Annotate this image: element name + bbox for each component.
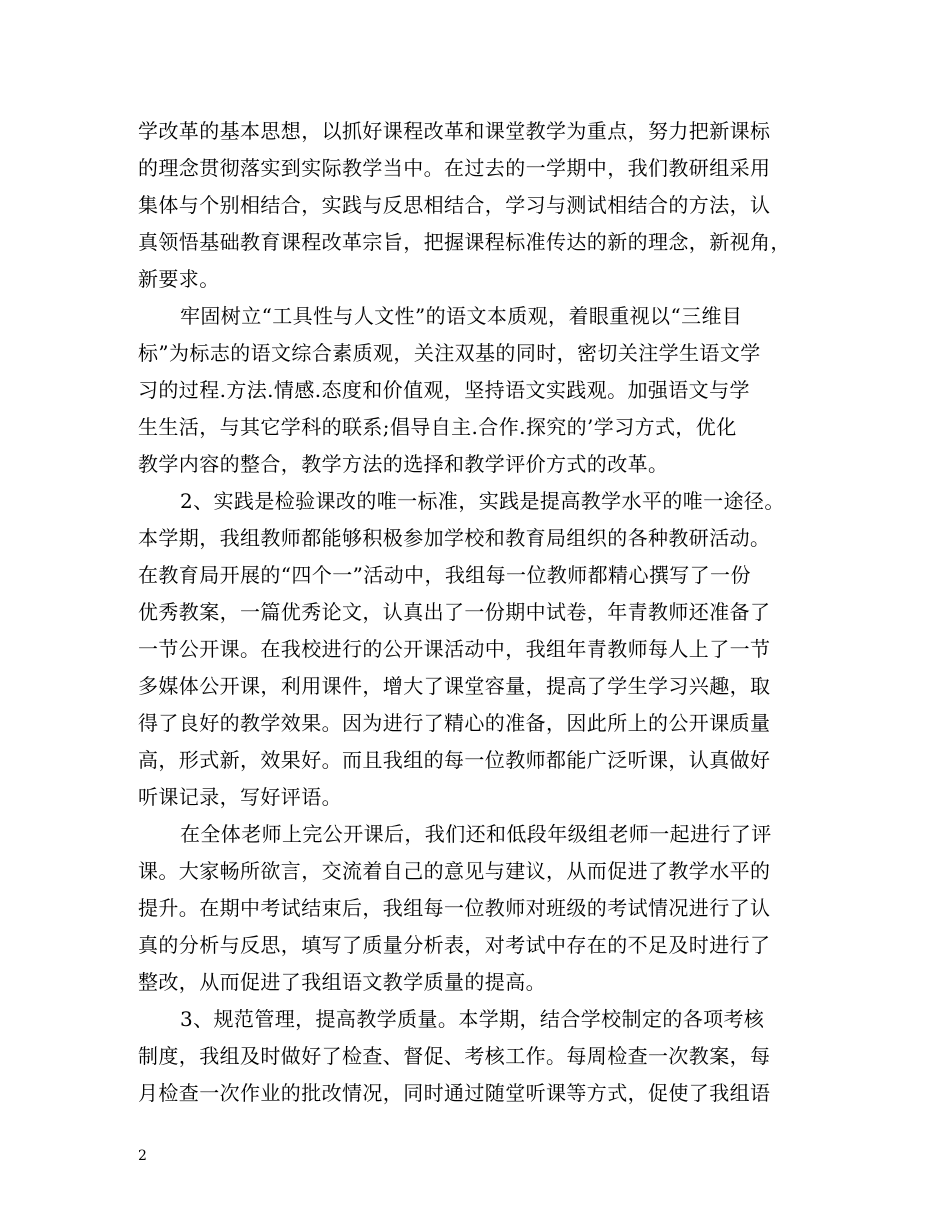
text-line: 真的分析与反思，填写了质量分析表，对考试中存在的不足及时进行了: [138, 933, 771, 957]
text-line: 月检查一次作业的批改情况，同时通过随堂听课等方式，促使了我组语: [138, 1081, 771, 1105]
page-number: 2: [138, 1148, 147, 1164]
text-line: 本学期，我组教师都能够积极参加学校和教育局组织的各种教研活动。: [138, 526, 771, 550]
paragraph-first-line: 3、规范管理，提高教学质量。本学期，结合学校制定的各项考核: [180, 1007, 765, 1031]
text-line: 得了良好的教学效果。因为进行了精心的准备，因此所上的公开课质量: [138, 711, 771, 735]
text-line: 真领悟基础教育课程改革宗旨，把握课程标准传达的新的理念，新视角，: [138, 230, 791, 254]
text-line: 优秀教案，一篇优秀论文，认真出了一份期中试卷，年青教师还准备了: [138, 600, 771, 624]
text-line: 一节公开课。在我校进行的公开课活动中，我组年青教师每人上了一节: [138, 637, 771, 661]
text-line: 高，形式新，效果好。而且我组的每一位教师都能广泛听课，认真做好: [138, 748, 771, 772]
text-line: 集体与个别相结合，实践与反思相结合，学习与测试相结合的方法，认: [138, 193, 771, 217]
paragraph-first-line: 在全体老师上完公开课后，我们还和低段年级组老师一起进行了评: [180, 822, 772, 846]
text-line: 在教育局开展的“四个一”活动中，我组每一位教师都精心撰写了一份: [138, 563, 751, 587]
text-line: 的理念贯彻落实到实际教学当中。在过去的一学期中，我们教研组采用: [138, 156, 771, 180]
text-line: 习的过程.方法.情感.态度和价值观，坚持语文实践观。加强语文与学: [138, 378, 750, 402]
text-line: 标”为标志的语文综合素质观，关注双基的同时，密切关注学生语文学: [138, 341, 761, 365]
text-line: 教学内容的整合，教学方法的选择和教学评价方式的改革。: [138, 452, 669, 476]
text-line: 新要求。: [138, 267, 220, 291]
paragraph-first-line: 2、实践是检验课改的唯一标准，实践是提高教学水平的唯一途径。: [180, 489, 785, 513]
text-line: 课。大家畅所欲言，交流着自己的意见与建议，从而促进了教学水平的: [138, 859, 771, 883]
text-line: 制度，我组及时做好了检查、督促、考核工作。每周检查一次教案，每: [138, 1044, 771, 1068]
text-line: 整改，从而促进了我组语文教学质量的提高。: [138, 970, 546, 994]
text-line: 提升。在期中考试结束后，我组每一位教师对班级的考试情况进行了认: [138, 896, 771, 920]
text-line: 生生活，与其它学科的联系;倡导自主.合作.探究的’学习方式，优化: [138, 415, 737, 439]
paragraph-first-line: 牢固树立“工具性与人文性”的语文本质观，着眼重视以“三维目: [180, 304, 743, 328]
text-line: 学改革的基本思想，以抓好课程改革和课堂教学为重点，努力把新课标: [138, 119, 771, 143]
text-line: 多媒体公开课，利用课件，增大了课堂容量，提高了学生学习兴趣，取: [138, 674, 771, 698]
text-line: 听课记录，写好评语。: [138, 785, 342, 809]
